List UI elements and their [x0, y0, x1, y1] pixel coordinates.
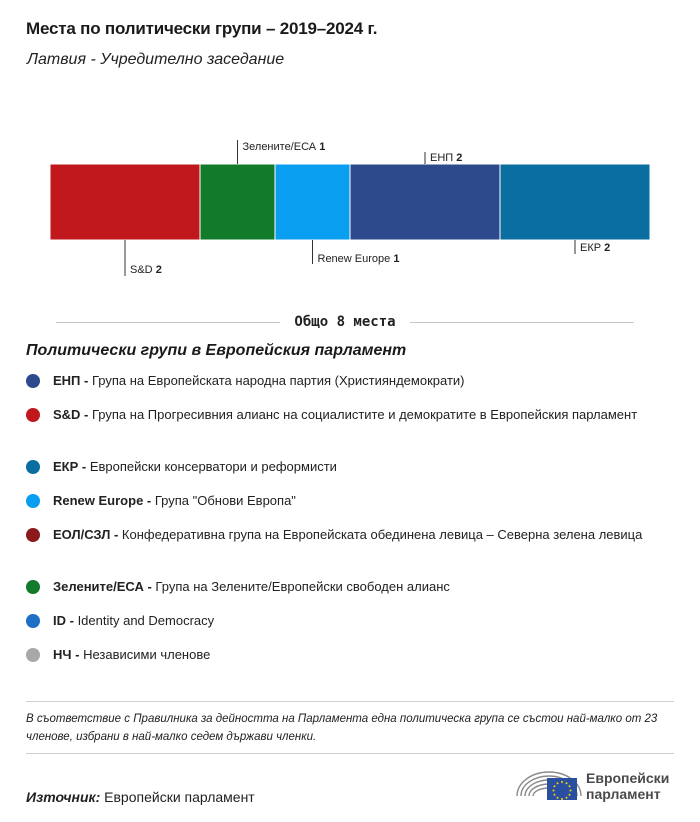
legend-abbr: ЕНП - — [53, 373, 92, 388]
logo-line-1: Европейски — [586, 770, 670, 786]
seat-data-label: Зелените/ЕСА 1 — [242, 141, 326, 153]
legend-desc: Група "Обнови Европа" — [154, 493, 296, 508]
legend-title: Политически групи в Европейския парламент — [26, 342, 407, 359]
legend-item-ni — [26, 646, 666, 664]
legend-desc: Група на Европейската народна партия (Християндемократи) — [91, 373, 465, 388]
legend-dot — [26, 460, 40, 474]
source-value: Европейски парламент — [100, 789, 255, 805]
legend-desc: Конфедеративна група на Европейската обединена левица – Северна зелена левица — [121, 527, 643, 542]
seat-data-label: Renew Europe 1 — [317, 253, 400, 265]
legend-dot — [26, 580, 40, 594]
legend-dot — [26, 374, 40, 388]
seat-bar-segment — [275, 164, 350, 240]
seat-data-label: ЕНП 2 — [430, 152, 463, 164]
divider-right — [410, 322, 634, 323]
total-seats-row — [56, 312, 634, 332]
source-line — [26, 789, 255, 805]
seat-bar-segment — [50, 164, 200, 240]
note-divider-bottom — [26, 753, 674, 754]
legend-item-sd — [26, 406, 666, 424]
legend-item-gue — [26, 526, 666, 544]
legend-desc: Европейски консерватори и реформисти — [89, 459, 337, 474]
legend-item-epp — [26, 372, 666, 390]
total-seats-label: Общо 8 места — [294, 314, 396, 330]
parliament-hemicycle-icon — [514, 766, 584, 804]
legend-desc: Група на Прогресивния алианс на социалистите и демократите в Европейския парламент — [92, 407, 638, 422]
legend-desc: Независими членове — [83, 647, 211, 662]
legend-desc: Група на Зелените/Европейски свободен алианс — [155, 579, 450, 594]
legend-dot — [26, 614, 40, 628]
seat-data-label: ЕКР 2 — [580, 242, 611, 254]
legend-item-greens — [26, 578, 666, 596]
legend-item-ecr — [26, 458, 666, 476]
legend-abbr: Renew Europe - — [53, 493, 155, 508]
legend-abbr: S&D - — [53, 407, 92, 422]
legend-dot — [26, 408, 40, 422]
legend-desc: Identity and Democracy — [77, 613, 215, 628]
rules-note: В съответствие с Правилника за дейността на Парламента една политическа група се състои най-малко от 23 членове, избрани в най-малко седем държави членки. — [26, 713, 658, 743]
seat-bar-segment — [200, 164, 275, 240]
european-parliament-logo — [514, 766, 684, 804]
legend-abbr: ЕКР - — [53, 459, 90, 474]
seat-bar-chart — [0, 130, 700, 280]
seat-bar-segment — [500, 164, 650, 240]
legend-item-renew — [26, 492, 666, 510]
legend-dot — [26, 528, 40, 542]
note-divider-top — [26, 701, 674, 702]
legend-dot — [26, 494, 40, 508]
seat-data-label: S&D 2 — [130, 264, 162, 276]
divider-left — [56, 322, 280, 323]
legend-abbr: Зелените/ЕСА - — [53, 579, 156, 594]
legend-abbr: ID - — [53, 613, 78, 628]
legend-item-id — [26, 612, 666, 630]
legend-abbr: НЧ - — [53, 647, 84, 662]
page-title: Места по политически групи – 2019–2024 г. — [26, 19, 378, 38]
page-subtitle: Латвия - Учредително заседание — [27, 51, 285, 68]
source-label: Източник: — [26, 789, 101, 805]
legend-dot — [26, 648, 40, 662]
logo-line-2: парламент — [586, 786, 661, 802]
legend-abbr: ЕОЛ/СЗЛ - — [53, 527, 122, 542]
seat-bar-segment — [350, 164, 500, 240]
